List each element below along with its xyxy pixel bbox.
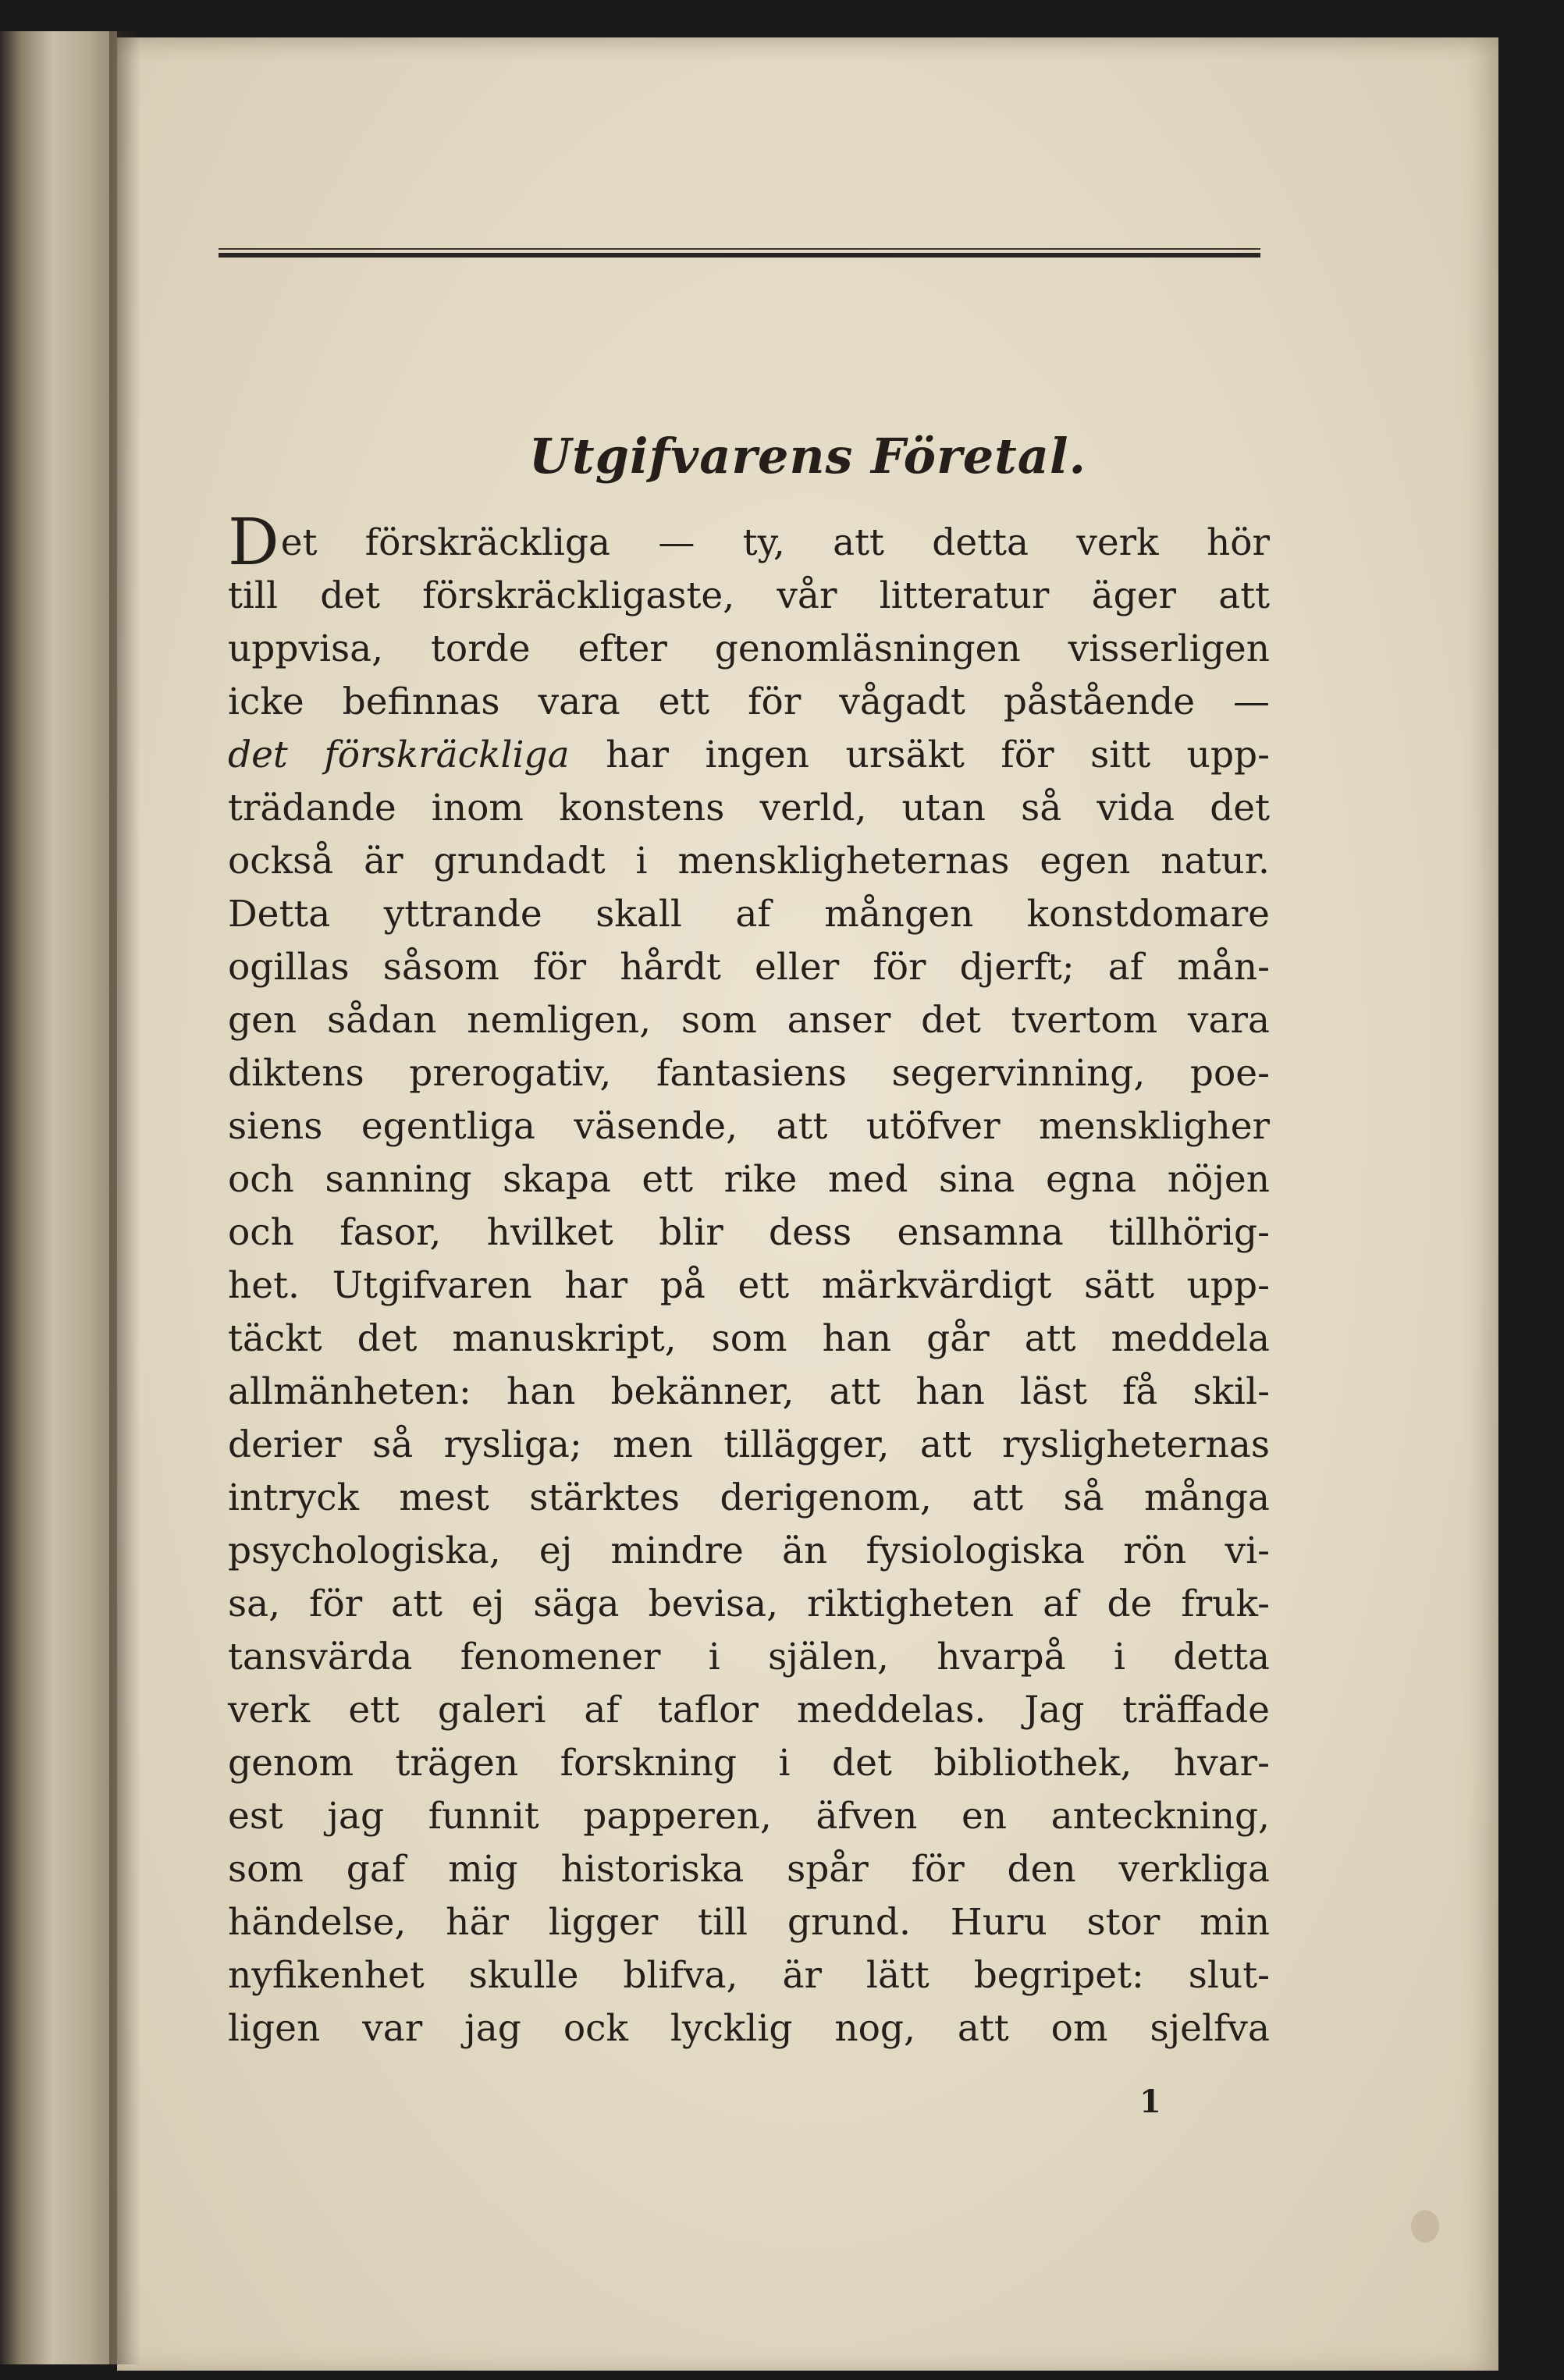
- gutter-shadow: [109, 31, 140, 2364]
- signature-mark: 1: [1139, 2083, 1161, 2120]
- decorative-rule: [219, 248, 1260, 259]
- drop-cap: D: [228, 506, 279, 580]
- text-line: verk ett galeri af taflor meddelas. Jag träffade: [228, 1689, 1270, 1732]
- binding-edge: [0, 31, 117, 2364]
- text-line: derier så rysliga; men tillägger, att rysligheternas: [228, 1423, 1270, 1466]
- text-line: genom trägen forskning i det bibliothek, hvar-: [228, 1742, 1270, 1785]
- rule-thick-line: [219, 253, 1260, 258]
- text-line: händelse, här ligger till grund. Huru stor min: [228, 1901, 1270, 1944]
- text-line: diktens prerogativ, fantasiens segervinning, poe-: [228, 1052, 1270, 1095]
- text-line: est jag funnit papperen, äfven en anteckning,: [228, 1795, 1270, 1838]
- text-line: psychologiska, ej mindre än fysiologiska rön vi-: [228, 1529, 1270, 1572]
- text-line: Detta yttrande skall af mången konstdomare: [228, 893, 1270, 936]
- text-line: allmänheten: han bekänner, att han läst få skil-: [228, 1370, 1270, 1413]
- body-text: [228, 506, 1271, 2055]
- text-line: intryck mest stärktes derigenom, att så många: [228, 1476, 1270, 1519]
- text-line-rest: har ingen ursäkt för sitt upp-: [569, 734, 1271, 776]
- paper-stain: [1411, 2210, 1439, 2243]
- text-line: och fasor, hvilket blir dess ensamna tillhörig-: [228, 1211, 1270, 1254]
- text-line: ogillas såsom för hårdt eller för djerft; af mån-: [228, 946, 1270, 989]
- text-line-first: [228, 506, 1270, 580]
- text-line: tansvärda fenomener i själen, hvarpå i detta: [228, 1636, 1270, 1678]
- text-line: trädande inom konstens verld, utan så vida det: [228, 787, 1270, 829]
- text-line: också är grundadt i menskligheternas egen natur.: [228, 840, 1270, 883]
- text-line: som gaf mig historiska spår för den verkliga: [228, 1848, 1270, 1891]
- text-line: täckt det manuskript, som han går att meddela: [228, 1317, 1270, 1360]
- text-line: icke befinnas vara ett för vågadt påstående —: [228, 680, 1270, 723]
- rule-thin-line: [219, 248, 1260, 250]
- first-line-text: et förskräckliga — ty, att detta verk hör: [280, 521, 1270, 564]
- text-line: [228, 729, 1270, 782]
- page-title: Utgifvarens Företal.: [528, 428, 1087, 485]
- text-line: till det förskräckligaste, vår litteratur äger att: [228, 574, 1270, 617]
- text-line: het. Utgifvaren har på ett märkvärdigt sätt upp-: [228, 1264, 1270, 1307]
- text-line: och sanning skapa ett rike med sina egna nöjen: [228, 1158, 1270, 1201]
- text-line: sa, för att ej säga bevisa, riktigheten af de fruk-: [228, 1583, 1270, 1625]
- text-line: ligen var jag ock lycklig nog, att om sjelfva: [228, 2007, 1270, 2050]
- text-line: gen sådan nemligen, som anser det tvertom vara: [228, 999, 1270, 1042]
- text-line: nyfikenhet skulle blifva, är lätt begripet: slut-: [228, 1954, 1270, 1997]
- text-line: uppvisa, torde efter genomläsningen visserligen: [228, 627, 1270, 670]
- italic-phrase: det förskräckliga: [228, 734, 570, 776]
- text-line: siens egentliga väsende, att utöfver menskligher: [228, 1105, 1270, 1148]
